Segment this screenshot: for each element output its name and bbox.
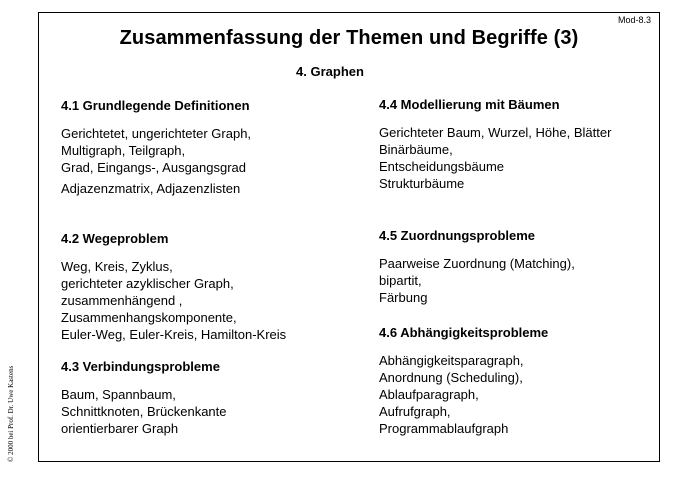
copyright-notice: © 2000 bei Prof. Dr. Uwe Kastens xyxy=(7,365,15,462)
section-heading: 4.5 Zuordnungsprobleme xyxy=(379,228,536,243)
section-heading: 4.3 Verbindungsprobleme xyxy=(61,359,220,374)
section-line: Euler-Weg, Euler-Kreis, Hamilton-Kreis xyxy=(61,327,287,342)
section-line: Abhängigkeitsparagraph, xyxy=(379,353,524,368)
chapter-heading: 4. Graphen xyxy=(296,64,364,79)
section-verbindungsprobleme xyxy=(61,359,227,437)
section-heading: 4.2 Wegeproblem xyxy=(61,231,169,246)
section-line: Adjazenzmatrix, Adjazenzlisten xyxy=(61,181,241,196)
section-line: orientierbarer Graph xyxy=(61,421,179,436)
section-line: Zusammenhangskomponente, xyxy=(61,310,237,325)
section-heading: 4.1 Grundlegende Definitionen xyxy=(61,98,250,113)
section-abhaengigkeitsprobleme xyxy=(379,325,548,437)
section-line: Baum, Spannbaum, xyxy=(61,387,176,402)
section-line: Schnittknoten, Brückenkante xyxy=(61,404,227,419)
section-line: Multigraph, Teilgraph, xyxy=(61,143,186,158)
section-modellierung-mit-baeumen xyxy=(379,97,611,192)
section-heading: 4.6 Abhängigkeitsprobleme xyxy=(379,325,549,340)
section-line: gerichteter azyklischer Graph, xyxy=(61,276,234,291)
page-id: Mod-8.3 xyxy=(617,15,651,25)
section-heading: 4.4 Modellierung mit Bäumen xyxy=(379,97,560,112)
section-grundlegende-definitionen xyxy=(61,98,251,197)
section-line: Gerichtetet, ungerichteter Graph, xyxy=(61,126,252,141)
section-line: Binärbäume, xyxy=(379,142,453,157)
section-line: bipartit, xyxy=(379,273,422,288)
section-line: Programmablaufgraph xyxy=(379,421,509,436)
section-line: Strukturbäume xyxy=(379,176,465,191)
section-line: Ablaufparagraph, xyxy=(379,387,479,402)
section-line: Entscheidungsbäume xyxy=(379,159,505,174)
section-line: Anordnung (Scheduling), xyxy=(379,370,523,385)
section-line: Färbung xyxy=(379,290,428,305)
slide-title: Zusammenfassung der Themen und Begriffe (3) xyxy=(119,27,579,49)
section-line: Paarweise Zuordnung (Matching), xyxy=(379,256,575,271)
section-line: Aufrufgraph, xyxy=(379,404,451,419)
section-wegeproblem xyxy=(61,231,286,343)
section-zuordnungsprobleme xyxy=(379,228,575,306)
section-line: zusammenhängend , xyxy=(61,293,183,308)
section-line: Gerichteter Baum, Wurzel, Höhe, Blätter xyxy=(379,125,612,140)
section-line: Grad, Eingangs-, Ausgangsgrad xyxy=(61,160,247,175)
section-line: Weg, Kreis, Zyklus, xyxy=(61,259,173,274)
